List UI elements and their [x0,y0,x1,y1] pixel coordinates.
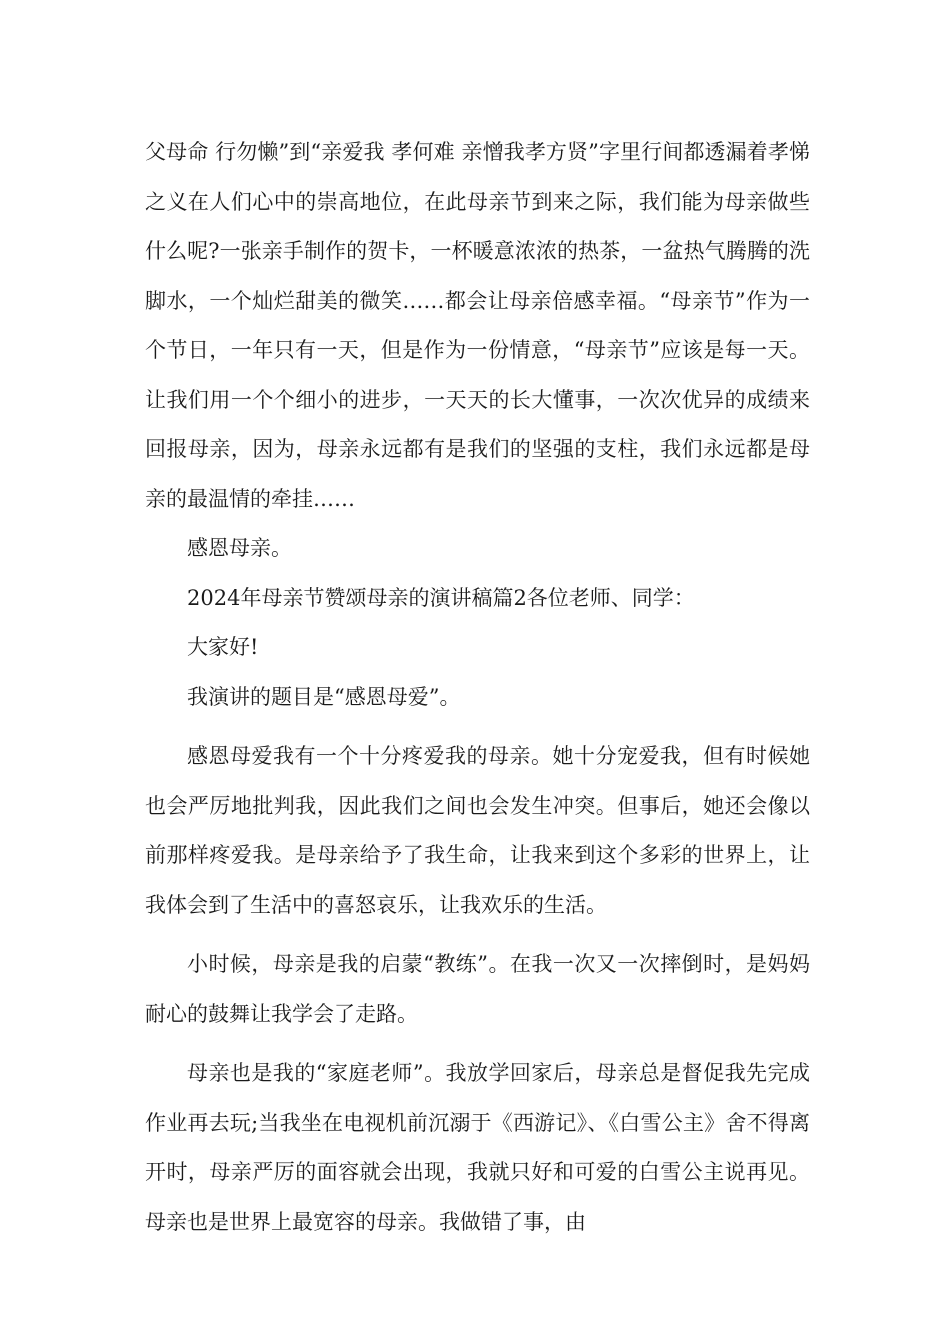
paragraph-continuation: 父母命 行勿懒”到“亲爱我 孝何难 亲憎我孝方贤”字里行间都透漏着孝悌之义在人们心中的崇高地位，在此母亲节到来之际，我们能为母亲做些什么呢?一张亲手制作的贺卡，一杯暖意浓浓的热茶，一盆热气腾腾的洗脚水，一个灿烂甜美的微笑……都会让母亲倍感幸福。“母亲节”作为一个节日，一年只有一天，但是作为一份情意，“母亲节”应该是每一天。让我们用一个个细小的进步，一天天的长大懂事，一次次优异的成绩来回报母亲，因为，母亲永远都有是我们的坚强的支柱，我们永远都是母亲的最温情的牵挂…… [145,140,810,511]
paragraph-childhood: 小时候，母亲是我的启蒙“教练”。在我一次又一次摔倒时，是妈妈耐心的鼓舞让我学会了走路。 [145,952,810,1026]
paragraph-topic: 我演讲的题目是“感恩母爱”。 [187,684,461,709]
paragraph-greeting: 大家好! [187,635,259,659]
document-body [145,128,810,1247]
paragraph-thanks-mother: 感恩母亲。 [187,536,292,560]
paragraph-speech-title-line: 2024年母亲节赞颂母亲的演讲稿篇2各位老师、同学： [187,585,695,610]
paragraph-home-teacher: 母亲也是我的“家庭老师”。我放学回家后，母亲总是督促我先完成作业再去玩;当我坐在电视机前沉溺于《西游记》、《白雪公主》舍不得离开时，母亲严厉的面容就会出现，我就只好和可爱的白雪公主说再见。母亲也是世界上最宽容的母亲。我做错了事，由 [145,1061,810,1234]
paragraph-loving-mother: 感恩母爱我有一个十分疼爱我的母亲。她十分宠爱我，但有时候她也会严厉地批判我，因此我们之间也会发生冲突。但事后，她还会像以前那样疼爱我。是母亲给予了我生命，让我来到这个多彩的世界上，让我体会到了生活中的喜怒哀乐，让我欢乐的生活。 [145,744,810,917]
